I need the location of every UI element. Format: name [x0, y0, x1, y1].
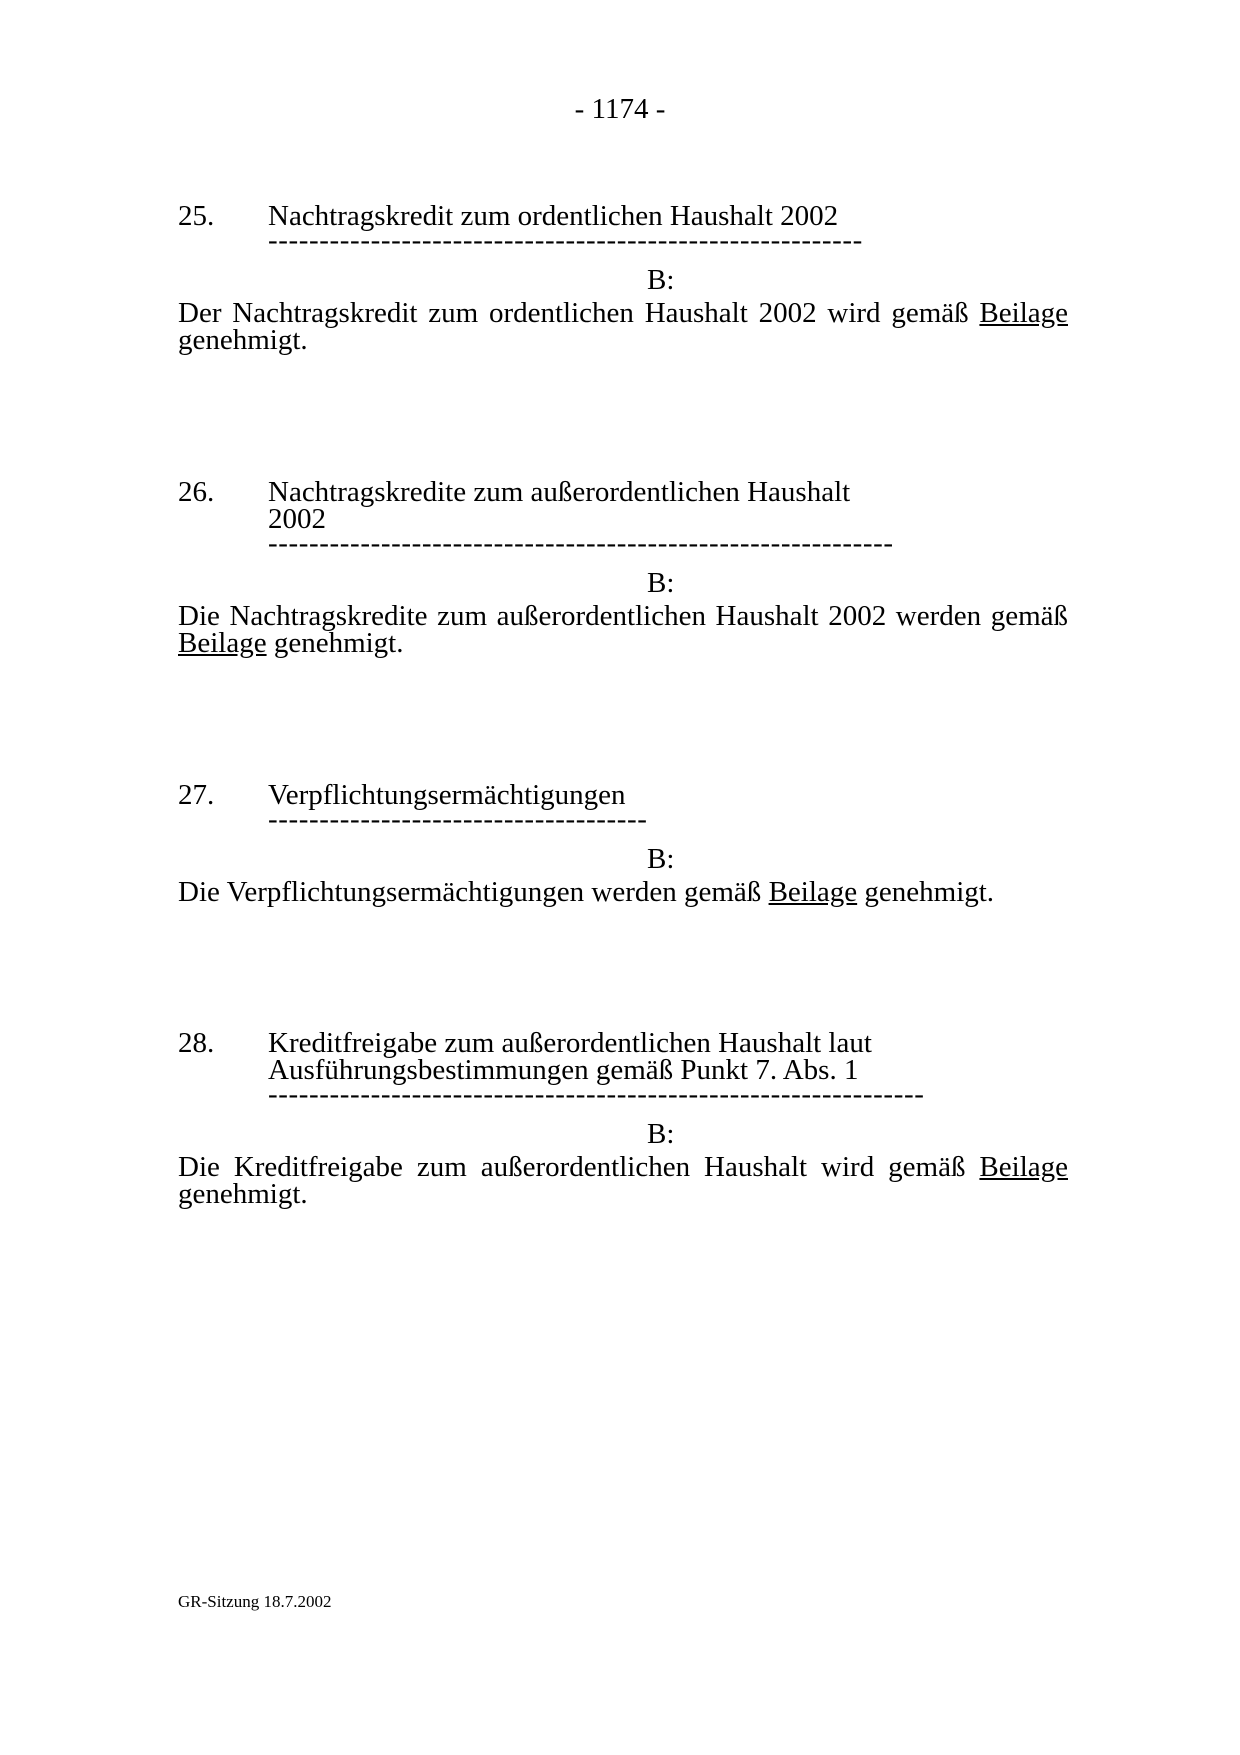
decision-text: [178, 600, 1068, 659]
decision-label: B:: [647, 567, 675, 599]
decision-text: [178, 297, 1068, 356]
decision-label: B:: [647, 264, 675, 296]
item-heading: [178, 476, 1068, 535]
item-title: [268, 200, 1068, 232]
dash-separator: -------------------------------------: [268, 809, 648, 829]
item-title: [268, 1027, 1068, 1086]
beilage-reference: Beilage: [979, 297, 1068, 329]
dash-separator: ----------------------------------------------------------: [268, 230, 863, 250]
decision-text: [178, 876, 1068, 908]
item-number: 28.: [178, 1027, 215, 1059]
item-title-line: 2002: [268, 503, 326, 535]
decision-text-start: Der Nachtragskredit zum ordentlichen Haushalt 2002 wird gemäß: [178, 297, 980, 329]
decision-text-start: Die Verpflichtungsermächtigungen werden gemäß: [178, 876, 769, 908]
item-title-line: Ausführungsbestimmungen gemäß Punkt 7. Abs. 1: [268, 1054, 859, 1086]
page-number: - 1174 -: [574, 93, 666, 125]
agenda-item-25: [178, 200, 1068, 356]
item-title-line: Verpflichtungsermächtigungen: [268, 779, 626, 811]
agenda-item-28: [178, 1027, 1068, 1210]
decision-text-end: genehmigt.: [178, 1178, 308, 1210]
footer-session-date: GR-Sitzung 18.7.2002: [178, 1592, 332, 1611]
item-heading: [178, 779, 1068, 811]
agenda-item-27: [178, 779, 1068, 908]
dash-separator: -------------------------------------------------------------: [268, 533, 894, 553]
dash-separator: ----------------------------------------------------------------: [268, 1084, 925, 1104]
item-title: [268, 779, 1068, 811]
decision-text-start: Die Nachtragskredite zum außerordentlichen Haushalt 2002 werden gemäß: [178, 600, 1068, 632]
item-title-line: Nachtragskredit zum ordentlichen Haushalt 2002: [268, 200, 839, 232]
item-heading: [178, 200, 1068, 232]
decision-label: B:: [647, 1118, 675, 1150]
decision-text-end: genehmigt.: [266, 627, 404, 659]
beilage-reference: Beilage: [768, 876, 858, 908]
item-number: 26.: [178, 476, 215, 508]
decision-text-end: genehmigt.: [857, 876, 995, 908]
item-number: 25.: [178, 200, 215, 232]
agenda-item-26: [178, 476, 1068, 659]
beilage-reference: Beilage: [979, 1151, 1068, 1183]
item-title: [268, 476, 1068, 535]
decision-label: B:: [647, 843, 675, 875]
decision-text-end: genehmigt.: [178, 324, 308, 356]
item-title-line: Nachtragskredite zum außerordentlichen Haushalt: [268, 476, 851, 508]
decision-text-start: Die Kreditfreigabe zum außerordentlichen Haushalt wird gemäß: [178, 1151, 980, 1183]
item-number: 27.: [178, 779, 215, 811]
beilage-reference: Beilage: [178, 627, 267, 659]
decision-text: [178, 1151, 1068, 1210]
item-title-line: Kreditfreigabe zum außerordentlichen Haushalt laut: [268, 1027, 872, 1059]
item-heading: [178, 1027, 1068, 1086]
